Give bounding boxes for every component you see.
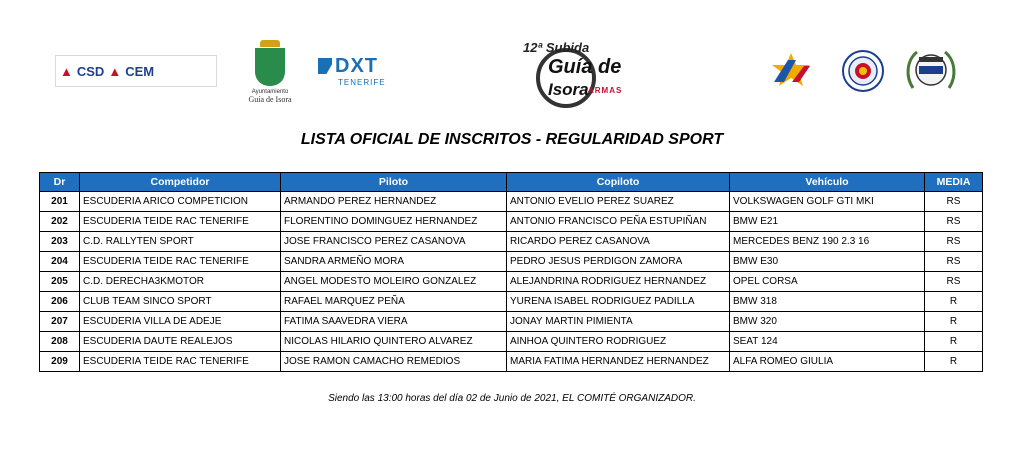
federation-seal-icon (842, 50, 884, 92)
cell-codriver: AINHOA QUINTERO RODRIGUEZ (507, 332, 730, 352)
cell-media: R (925, 352, 983, 372)
cell-dorsal: 209 (40, 352, 80, 372)
cell-driver: NICOLAS HILARIO QUINTERO ALVAREZ (281, 332, 507, 352)
cell-media: RS (925, 212, 983, 232)
table-row (40, 332, 983, 352)
cell-competitor: C.D. RALLYTEN SPORT (80, 232, 281, 252)
cell-vehicle: SEAT 124 (730, 332, 925, 352)
event-logo-edition: 12ª Subida (523, 40, 590, 55)
cell-vehicle: BMW E30 (730, 252, 925, 272)
cell-media: R (925, 292, 983, 312)
cell-competitor: CLUB TEAM SINCO SPORT (80, 292, 281, 312)
cell-vehicle: OPEL CORSA (730, 272, 925, 292)
csd-icon: ▲ (60, 63, 73, 79)
cell-driver: FATIMA SAAVEDRA VIERA (281, 312, 507, 332)
cell-media: R (925, 312, 983, 332)
cell-competitor: ESCUDERIA ARICO COMPETICION (80, 192, 281, 212)
csd-cem-logo (55, 55, 217, 87)
cell-driver: RAFAEL MARQUEZ PEÑA (281, 292, 507, 312)
cell-dorsal: 204 (40, 252, 80, 272)
cell-driver: ANGEL MODESTO MOLEIRO GONZALEZ (281, 272, 507, 292)
cell-competitor: ESCUDERIA TEIDE RAC TENERIFE (80, 252, 281, 272)
cell-vehicle: ALFA ROMEO GIULIA (730, 352, 925, 372)
cem-icon: ▲ (108, 63, 122, 79)
cell-dorsal: 206 (40, 292, 80, 312)
cem-logo-text: CEM (125, 63, 155, 79)
crown-icon (260, 40, 280, 47)
column-header-media: MEDIA (925, 173, 983, 192)
cell-vehicle: BMW 320 (730, 312, 925, 332)
cell-driver: JOSE FRANCISCO PEREZ CASANOVA (281, 232, 507, 252)
cell-media: RS (925, 232, 983, 252)
column-header-driver: Piloto (281, 173, 507, 192)
table-row (40, 352, 983, 372)
cell-driver: FLORENTINO DOMINGUEZ HERNANDEZ (281, 212, 507, 232)
event-logo-sponsor: ARMAS (588, 86, 623, 95)
table-row (40, 312, 983, 332)
cell-driver: ARMANDO PEREZ HERNANDEZ (281, 192, 507, 212)
table-row (40, 292, 983, 312)
dxt-logo-text: DXT (335, 55, 378, 77)
coat-of-arms-icon (255, 48, 285, 86)
table-row (40, 212, 983, 232)
escuderia-wreath-logo (905, 48, 957, 94)
table-row (40, 272, 983, 292)
cell-codriver: MARIA FATIMA HERNANDEZ HERNANDEZ (507, 352, 730, 372)
cell-dorsal: 203 (40, 232, 80, 252)
dxt-tenerife-logo (318, 55, 398, 95)
column-header-dorsal: Dr (40, 173, 80, 192)
cell-competitor: ESCUDERIA TEIDE RAC TENERIFE (80, 212, 281, 232)
municipality-label: Guía de Isora (248, 95, 292, 104)
cell-codriver: ALEJANDRINA RODRIGUEZ HERNANDEZ (507, 272, 730, 292)
cell-competitor: ESCUDERIA DAUTE REALEJOS (80, 332, 281, 352)
federation-star-logo (766, 52, 816, 88)
cell-codriver: PEDRO JESUS PERDIGON ZAMORA (507, 252, 730, 272)
cell-media: RS (925, 192, 983, 212)
event-logo-name-1: Guía de (548, 56, 622, 78)
cell-vehicle: BMW 318 (730, 292, 925, 312)
event-logo (518, 38, 636, 108)
cell-codriver: YURENA ISABEL RODRIGUEZ PADILLA (507, 292, 730, 312)
cell-driver: JOSE RAMON CAMACHO REMEDIOS (281, 352, 507, 372)
sponsor-logos-bar (0, 0, 1024, 120)
entries-table (39, 172, 983, 372)
cell-dorsal: 202 (40, 212, 80, 232)
ayuntamiento-label: Ayuntamiento (251, 89, 289, 95)
table-header-row (40, 173, 983, 192)
cell-driver: SANDRA ARMEÑO MORA (281, 252, 507, 272)
cell-competitor: ESCUDERIA VILLA DE ADEJE (80, 312, 281, 332)
cell-dorsal: 205 (40, 272, 80, 292)
tenerife-island-icon (318, 58, 332, 74)
cell-codriver: ANTONIO EVELIO PEREZ SUAREZ (507, 192, 730, 212)
table-row (40, 192, 983, 212)
csd-logo-text: CSD (76, 63, 105, 79)
cell-competitor: ESCUDERIA TEIDE RAC TENERIFE (80, 352, 281, 372)
cell-media: RS (925, 272, 983, 292)
cell-media: RS (925, 252, 983, 272)
ayuntamiento-logo (240, 40, 300, 120)
dxt-logo-subtext: TENERIFE (338, 78, 386, 87)
cell-codriver: JONAY MARTIN PIMIENTA (507, 312, 730, 332)
cell-codriver: ANTONIO FRANCISCO PEÑA ESTUPIÑAN (507, 212, 730, 232)
cell-dorsal: 208 (40, 332, 80, 352)
cell-dorsal: 207 (40, 312, 80, 332)
cell-codriver: RICARDO PEREZ CASANOVA (507, 232, 730, 252)
document-title: LISTA OFICIAL DE INSCRITOS - REGULARIDAD SPORT (300, 131, 724, 148)
footer-note: Siendo las 13:00 horas del día 02 de Junio de 2021, EL COMITÉ ORGANIZADOR. (328, 393, 696, 404)
table-row (40, 232, 983, 252)
column-header-codriver: Copiloto (507, 173, 730, 192)
column-header-competitor: Competidor (80, 173, 281, 192)
table-row (40, 252, 983, 272)
cell-vehicle: BMW E21 (730, 212, 925, 232)
cell-media: R (925, 332, 983, 352)
cell-vehicle: VOLKSWAGEN GOLF GTI MKI (730, 192, 925, 212)
event-logo-name-2: Isora (548, 80, 589, 99)
cell-dorsal: 201 (40, 192, 80, 212)
cell-competitor: C.D. DERECHA3KMOTOR (80, 272, 281, 292)
cell-vehicle: MERCEDES BENZ 190 2.3 16 (730, 232, 925, 252)
column-header-vehicle: Vehículo (730, 173, 925, 192)
